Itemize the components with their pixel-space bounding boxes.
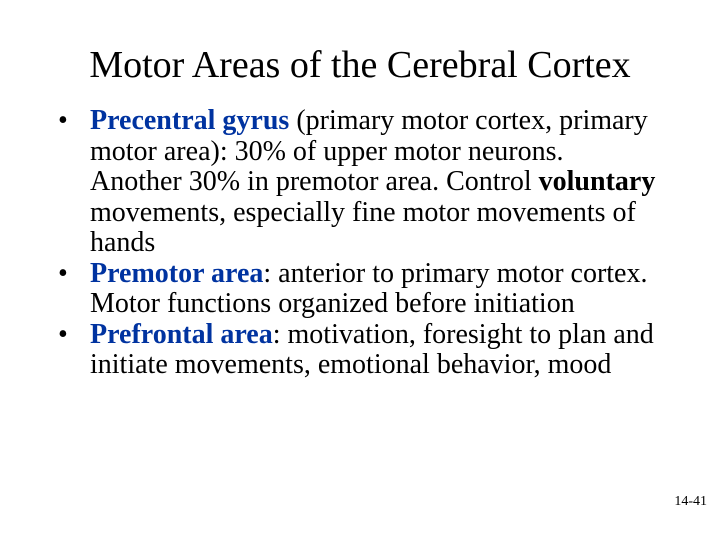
- bullet-text: : anterior to primary motor cortex. Motor functions organized before initiation: [90, 257, 648, 319]
- slide-title: Motor Areas of the Cerebral Cortex: [89, 44, 631, 86]
- bullet-text: : motivation, foresight to plan and initiate movements, emotional behavior, mood: [90, 318, 654, 380]
- bullet-marker: •: [58, 318, 68, 350]
- slide-number: 14-41: [674, 494, 707, 509]
- bullet-item-premotor-area: [58, 259, 658, 320]
- bullet-marker: •: [58, 105, 68, 136]
- bullet-text-continued: movements, especially fine motor movements of hands: [90, 196, 636, 258]
- bullet-marker: •: [58, 257, 68, 289]
- term-premotor-area: Premotor area: [90, 257, 264, 289]
- bullet-text: (primary motor cortex, primary motor area): 30% of upper motor neurons. Another 30% in premotor area. Control: [90, 105, 648, 197]
- term-precentral-gyrus: Precentral gyrus: [90, 105, 290, 136]
- term-prefrontal-area: Prefrontal area: [90, 318, 273, 350]
- bullet-list: [58, 106, 658, 381]
- bullet-item-prefrontal-area: [58, 320, 658, 381]
- emphasis-voluntary: voluntary: [538, 166, 656, 197]
- bullet-item-precentral-gyrus: [58, 106, 658, 259]
